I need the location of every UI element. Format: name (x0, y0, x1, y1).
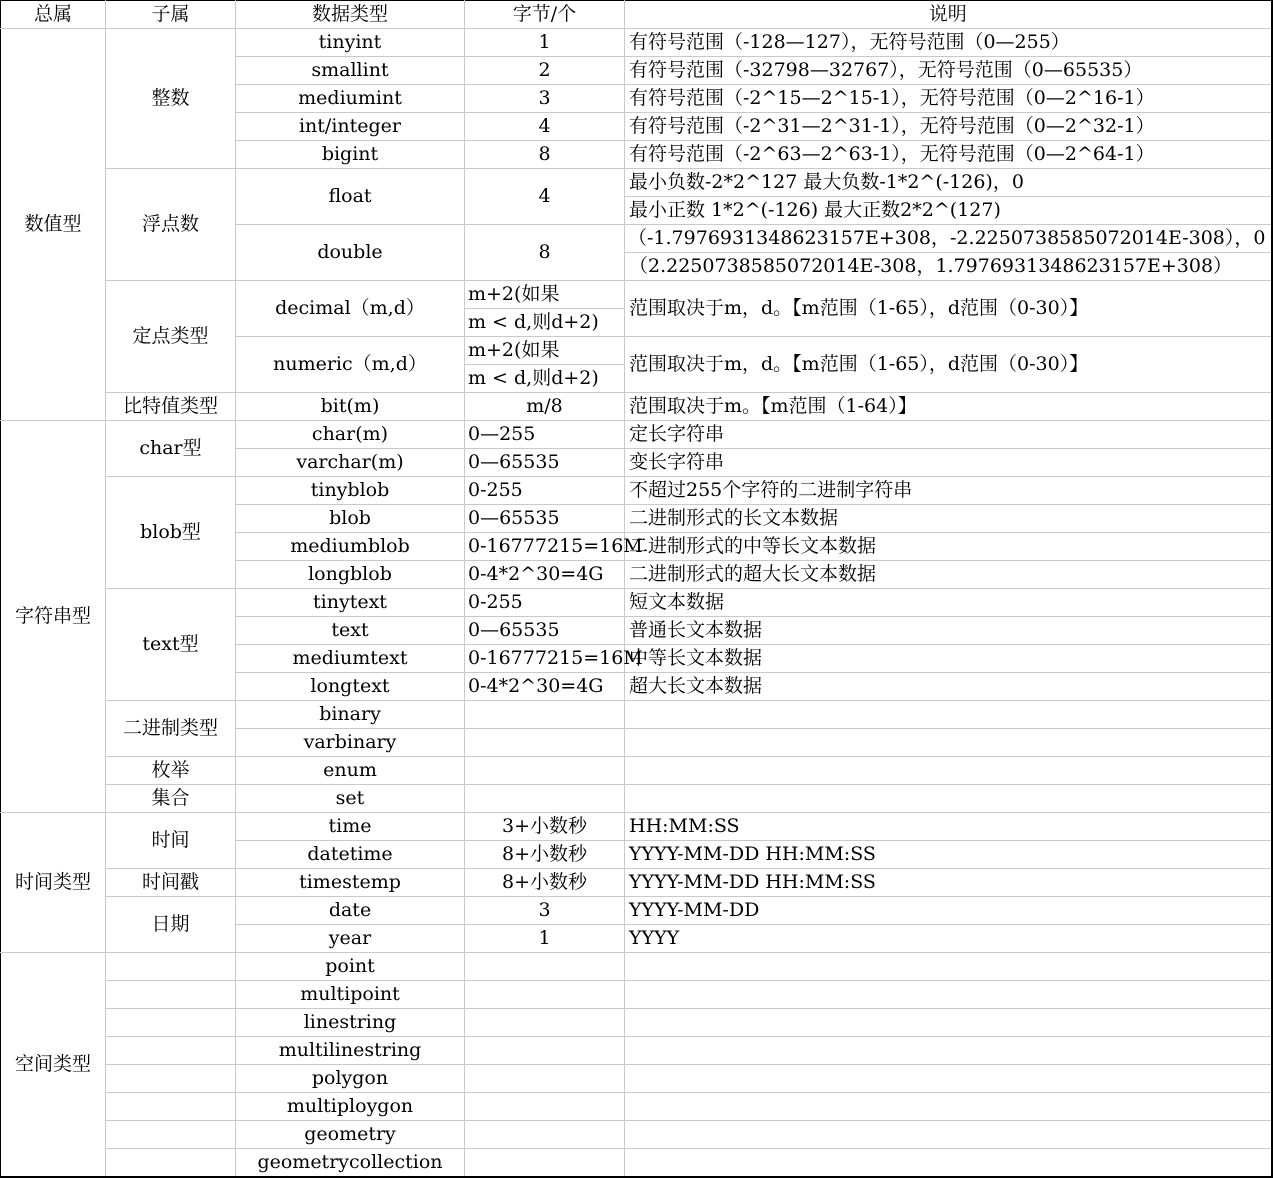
subcategory-float: 浮点数 (106, 169, 236, 281)
desc-cell: 有符号范围（-2^31—2^31-1），无符号范围（0—2^32-1） (625, 113, 1272, 141)
desc-cell (625, 729, 1272, 757)
table-row (1, 1037, 1272, 1065)
category-numeric: 数值型 (1, 29, 106, 421)
table-row (1, 421, 1272, 449)
desc-cell (625, 1009, 1272, 1037)
table-row (1, 169, 1272, 197)
subcategory-char: char型 (106, 421, 236, 477)
desc-cell: 最小正数 1*2^(-126) 最大正数2*2^(127) (625, 197, 1272, 225)
subcategory-cell (106, 1037, 236, 1065)
desc-cell: 超大长文本数据 (625, 673, 1272, 701)
desc-cell: 短文本数据 (625, 589, 1272, 617)
desc-cell: 定长字符串 (625, 421, 1272, 449)
type-cell: date (236, 897, 465, 925)
bytes-cell: m < d,则d+2) (465, 365, 625, 393)
type-cell: geometry (236, 1121, 465, 1149)
desc-cell: 二进制形式的超大长文本数据 (625, 561, 1272, 589)
bytes-cell (465, 757, 625, 785)
table-row (1, 897, 1272, 925)
desc-cell (625, 757, 1272, 785)
bytes-cell: 0—255 (465, 421, 625, 449)
table-row (1, 785, 1272, 813)
type-cell: timestemp (236, 869, 465, 897)
table-row (1, 29, 1272, 57)
type-cell: blob (236, 505, 465, 533)
type-cell: multipoint (236, 981, 465, 1009)
table-row (1, 1009, 1272, 1037)
subcategory-set: 集合 (106, 785, 236, 813)
desc-cell: 最小负数-2*2^127 最大负数-1*2^(-126)，0 (625, 169, 1272, 197)
bytes-cell: m+2(如果 (465, 281, 625, 309)
header-description: 说明 (625, 1, 1272, 29)
table-row (1, 1065, 1272, 1093)
bytes-cell: 4 (465, 169, 625, 225)
desc-cell: （2.2250738585072014E-308，1.7976931348623157E+308） (625, 253, 1272, 281)
desc-cell: YYYY-MM-DD HH:MM:SS (625, 869, 1272, 897)
bytes-cell (465, 1121, 625, 1149)
subcategory-date: 日期 (106, 897, 236, 953)
desc-cell: YYYY-MM-DD HH:MM:SS (625, 841, 1272, 869)
bytes-cell (465, 729, 625, 757)
bytes-cell: 3 (465, 85, 625, 113)
bytes-cell (465, 1093, 625, 1121)
desc-cell: YYYY-MM-DD (625, 897, 1272, 925)
type-cell: double (236, 225, 465, 281)
type-cell: tinyblob (236, 477, 465, 505)
bytes-cell (465, 701, 625, 729)
desc-cell: 中等长文本数据 (625, 645, 1272, 673)
type-cell: polygon (236, 1065, 465, 1093)
table-row (1, 981, 1272, 1009)
subcategory-enum: 枚举 (106, 757, 236, 785)
type-cell: bigint (236, 141, 465, 169)
type-cell: point (236, 953, 465, 981)
table-row (1, 757, 1272, 785)
type-cell: set (236, 785, 465, 813)
bytes-cell: m < d,则d+2) (465, 309, 625, 337)
type-cell: mediumint (236, 85, 465, 113)
bytes-cell (465, 1065, 625, 1093)
type-cell: bit(m) (236, 393, 465, 421)
desc-cell: 有符号范围（-32798—32767），无符号范围（0—65535） (625, 57, 1272, 85)
type-cell: time (236, 813, 465, 841)
bytes-cell (465, 1149, 625, 1178)
table-row (1, 1093, 1272, 1121)
table-row (1, 477, 1272, 505)
type-cell: decimal（m,d） (236, 281, 465, 337)
desc-cell: （-1.7976931348623157E+308，-2.2250738585072014E-308），0 (625, 225, 1272, 253)
desc-cell: HH:MM:SS (625, 813, 1272, 841)
desc-cell (625, 953, 1272, 981)
type-cell: multilinestring (236, 1037, 465, 1065)
subcategory-blob: blob型 (106, 477, 236, 589)
subcategory-cell (106, 1149, 236, 1178)
bytes-cell: 8 (465, 225, 625, 281)
type-cell: multiploygon (236, 1093, 465, 1121)
desc-cell: 有符号范围（-2^15—2^15-1），无符号范围（0—2^16-1） (625, 85, 1272, 113)
subcategory-cell (106, 981, 236, 1009)
type-cell: varchar(m) (236, 449, 465, 477)
table-row (1, 1121, 1272, 1149)
bytes-cell: m/8 (465, 393, 625, 421)
table-row (1, 393, 1272, 421)
bytes-cell: 8+小数秒 (465, 869, 625, 897)
desc-cell (625, 1037, 1272, 1065)
type-cell: varbinary (236, 729, 465, 757)
bytes-cell: 0—65535 (465, 617, 625, 645)
table-row (1, 813, 1272, 841)
desc-cell (625, 981, 1272, 1009)
desc-cell (625, 1149, 1272, 1178)
bytes-cell (465, 1009, 625, 1037)
header-bytes: 字节/个 (465, 1, 625, 29)
header-datatype: 数据类型 (236, 1, 465, 29)
subcategory-time: 时间 (106, 813, 236, 869)
desc-cell: 有符号范围（-2^63—2^63-1），无符号范围（0—2^64-1） (625, 141, 1272, 169)
desc-cell (625, 1065, 1272, 1093)
type-cell: char(m) (236, 421, 465, 449)
desc-cell: 范围取决于m，d。【m范围（1-65），d范围（0-30）】 (625, 281, 1272, 337)
bytes-cell (465, 1037, 625, 1065)
bytes-cell: 0-4*2^30=4G (465, 673, 625, 701)
type-cell: smallint (236, 57, 465, 85)
bytes-cell: 1 (465, 925, 625, 953)
type-cell: numeric（m,d） (236, 337, 465, 393)
type-cell: mediumtext (236, 645, 465, 673)
bytes-cell (465, 981, 625, 1009)
desc-cell: YYYY (625, 925, 1272, 953)
bytes-cell: 8+小数秒 (465, 841, 625, 869)
desc-cell: 范围取决于m。【m范围（1-64）】 (625, 393, 1272, 421)
type-cell: year (236, 925, 465, 953)
desc-cell: 不超过255个字符的二进制字符串 (625, 477, 1272, 505)
subcategory-cell (106, 1121, 236, 1149)
bytes-cell: 0—65535 (465, 505, 625, 533)
header-row (1, 1, 1272, 29)
type-cell: tinytext (236, 589, 465, 617)
bytes-cell: 0-4*2^30=4G (465, 561, 625, 589)
category-string: 字符串型 (1, 421, 106, 813)
type-cell: linestring (236, 1009, 465, 1037)
type-cell: float (236, 169, 465, 225)
bytes-cell: 0-16777215=16M (465, 533, 625, 561)
type-cell: enum (236, 757, 465, 785)
type-cell: binary (236, 701, 465, 729)
desc-cell: 二进制形式的长文本数据 (625, 505, 1272, 533)
subcategory-cell (106, 953, 236, 981)
type-cell: text (236, 617, 465, 645)
subcategory-integer: 整数 (106, 29, 236, 169)
bytes-cell: 0—65535 (465, 449, 625, 477)
bytes-cell (465, 953, 625, 981)
header-subcategory: 子属 (106, 1, 236, 29)
table-row (1, 589, 1272, 617)
subcategory-fixed: 定点类型 (106, 281, 236, 393)
bytes-cell: 3+小数秒 (465, 813, 625, 841)
type-cell: longblob (236, 561, 465, 589)
desc-cell: 范围取决于m，d。【m范围（1-65），d范围（0-30）】 (625, 337, 1272, 393)
bytes-cell (465, 785, 625, 813)
bytes-cell: m+2(如果 (465, 337, 625, 365)
bytes-cell: 1 (465, 29, 625, 57)
desc-cell: 变长字符串 (625, 449, 1272, 477)
bytes-cell: 0-255 (465, 589, 625, 617)
type-cell: int/integer (236, 113, 465, 141)
bytes-cell: 3 (465, 897, 625, 925)
subcategory-binary: 二进制类型 (106, 701, 236, 757)
type-cell: tinyint (236, 29, 465, 57)
category-spatial: 空间类型 (1, 953, 106, 1178)
bytes-cell: 2 (465, 57, 625, 85)
subcategory-cell (106, 1009, 236, 1037)
header-category: 总属 (1, 1, 106, 29)
bytes-cell: 8 (465, 141, 625, 169)
type-cell: longtext (236, 673, 465, 701)
desc-cell: 有符号范围（-128—127），无符号范围（0—255） (625, 29, 1272, 57)
desc-cell (625, 701, 1272, 729)
type-cell: geometrycollection (236, 1149, 465, 1178)
table-row (1, 1149, 1272, 1178)
desc-cell (625, 1093, 1272, 1121)
table-row (1, 281, 1272, 309)
type-cell: datetime (236, 841, 465, 869)
table-row (1, 869, 1272, 897)
desc-cell (625, 785, 1272, 813)
desc-cell (625, 1121, 1272, 1149)
subcategory-timestamp: 时间戳 (106, 869, 236, 897)
category-time: 时间类型 (1, 813, 106, 953)
table-row (1, 953, 1272, 981)
desc-cell: 二进制形式的中等长文本数据 (625, 533, 1272, 561)
type-cell: mediumblob (236, 533, 465, 561)
subcategory-text: text型 (106, 589, 236, 701)
subcategory-bit: 比特值类型 (106, 393, 236, 421)
table-row (1, 701, 1272, 729)
bytes-cell: 0-255 (465, 477, 625, 505)
bytes-cell: 0-16777215=16M (465, 645, 625, 673)
bytes-cell: 4 (465, 113, 625, 141)
subcategory-cell (106, 1065, 236, 1093)
subcategory-cell (106, 1093, 236, 1121)
desc-cell: 普通长文本数据 (625, 617, 1272, 645)
